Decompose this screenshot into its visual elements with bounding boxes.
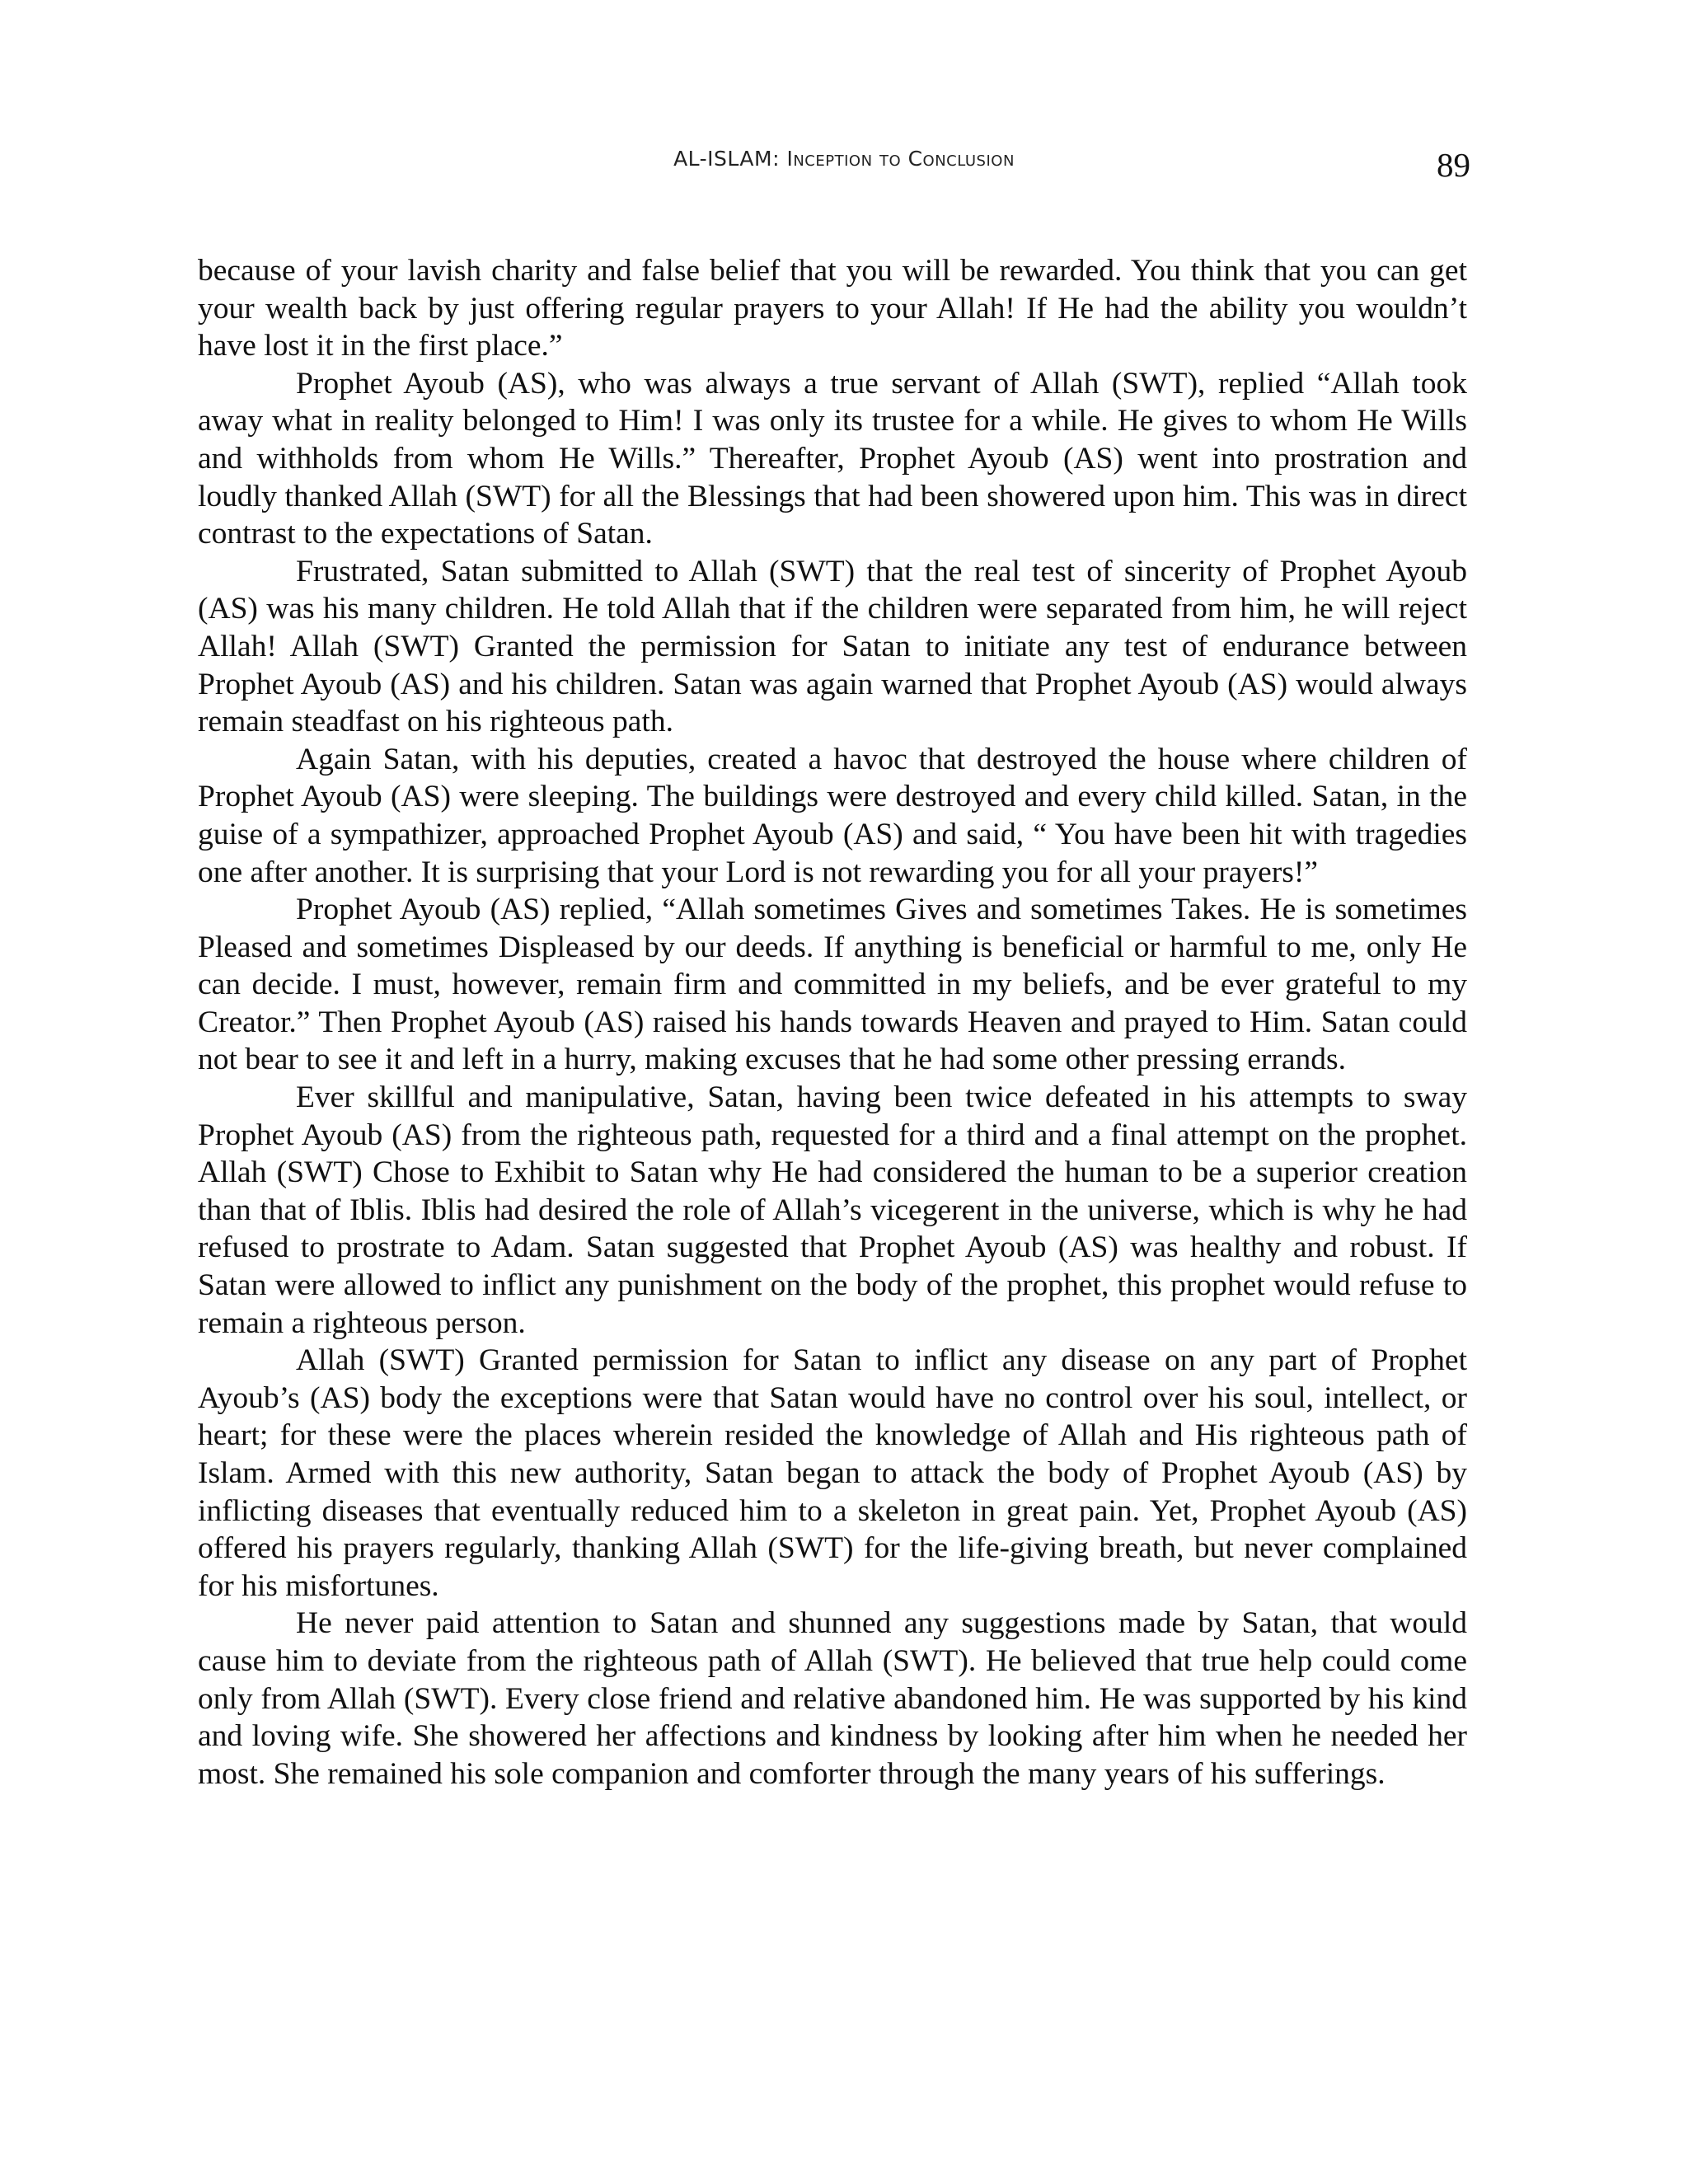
paragraph-continued: because of your lavish charity and false belief that you will be rewarded. You think that you can get your wealth back by just offering regular prayers to your Allah! If He had the ability you wouldn’t have lost it in the first place.” [198, 254, 1467, 363]
page-number: 89 [1437, 146, 1470, 184]
paragraph: He never paid attention to Satan and shunned any suggestions made by Satan, that would cause him to deviate from the righteous path of Allah (SWT). He believed that true help could come only from Allah (SWT). Every close friend and relative abandoned him. He was supported by his kind and loving wife. She showered her affections and kindness by looking after him when he needed her most. She remained his sole companion and comforter through the many years of his sufferings. [198, 1606, 1467, 1791]
running-header-title: AL-ISLAM: Inception to Conclusion [673, 147, 1015, 171]
paragraph: Prophet Ayoub (AS), who was always a true servant of Allah (SWT), replied “Allah took away what in reality belonged to Him! I was only its trustee for a while. He gives to whom He Wills and withholds from whom He Wills.” Thereafter, Prophet Ayoub (AS) went into prostration and loudly thanked Allah (SWT) for all the Blessings that had been showered upon him. This was in direct contrast to the expectations of Satan. [198, 366, 1467, 551]
paragraph: Again Satan, with his deputies, created a havoc that destroyed the house where children of Prophet Ayoub (AS) were sleeping. The buildings were destroyed and every child killed. Satan, in the guise of a sympathizer, approached Prophet Ayoub (AS) and said, “ You have been hit with tragedies one after another. It is surprising that your Lord is not rewarding you for all your prayers!” [198, 742, 1467, 889]
paragraph: Frustrated, Satan submitted to Allah (SWT) that the real test of sincerity of Prophet Ayoub (AS) was his many children. He told Allah that if the children were separated from him, he will reject Allah! Allah (SWT) Granted the permission for Satan to initiate any test of endurance between Prophet Ayoub (AS) and his children. Satan was again warned that Prophet Ayoub (AS) would always remain steadfast on his righteous path. [198, 554, 1467, 739]
paragraph: Ever skillful and manipulative, Satan, having been twice defeated in his attempts to sway Prophet Ayoub (AS) from the righteous path, requested for a third and a final attempt on the prophet. Allah (SWT) Chose to Exhibit to Satan why He had considered the human to be a superior creation than that of Iblis. Iblis had desired the role of Allah’s vicegerent in the universe, which is why he had refused to prostrate to Adam. Satan suggested that Prophet Ayoub (AS) was healthy and robust. If Satan were allowed to inflict any punishment on the body of the prophet, this prophet would refuse to remain a righteous person. [198, 1080, 1467, 1340]
body-text [198, 252, 1467, 1793]
paragraph: Allah (SWT) Granted permission for Satan to inflict any disease on any part of Prophet Ayoub’s (AS) body the exceptions were that Satan would have no control over his soul, intellect, or heart; for these were the places wherein resided the knowledge of Allah and His righteous path of Islam. Armed with this new authority, Satan began to attack the body of Prophet Ayoub (AS) by inflicting diseases that eventually reduced him to a skeleton in great pain. Yet, Prophet Ayoub (AS) offered his prayers regularly, thanking Allah (SWT) for the life-giving breath, but never complained for his misfortunes. [198, 1343, 1467, 1603]
paragraph: Prophet Ayoub (AS) replied, “Allah sometimes Gives and sometimes Takes. He is sometimes Pleased and sometimes Displeased by our deeds. If anything is beneficial or harmful to me, only He can decide. I must, however, remain firm and committed in my beliefs, and be ever grateful to my Creator.” Then Prophet Ayoub (AS) raised his hands towards Heaven and prayed to Him. Satan could not bear to see it and left in a hurry, making excuses that he had some other pressing errands. [198, 893, 1467, 1077]
